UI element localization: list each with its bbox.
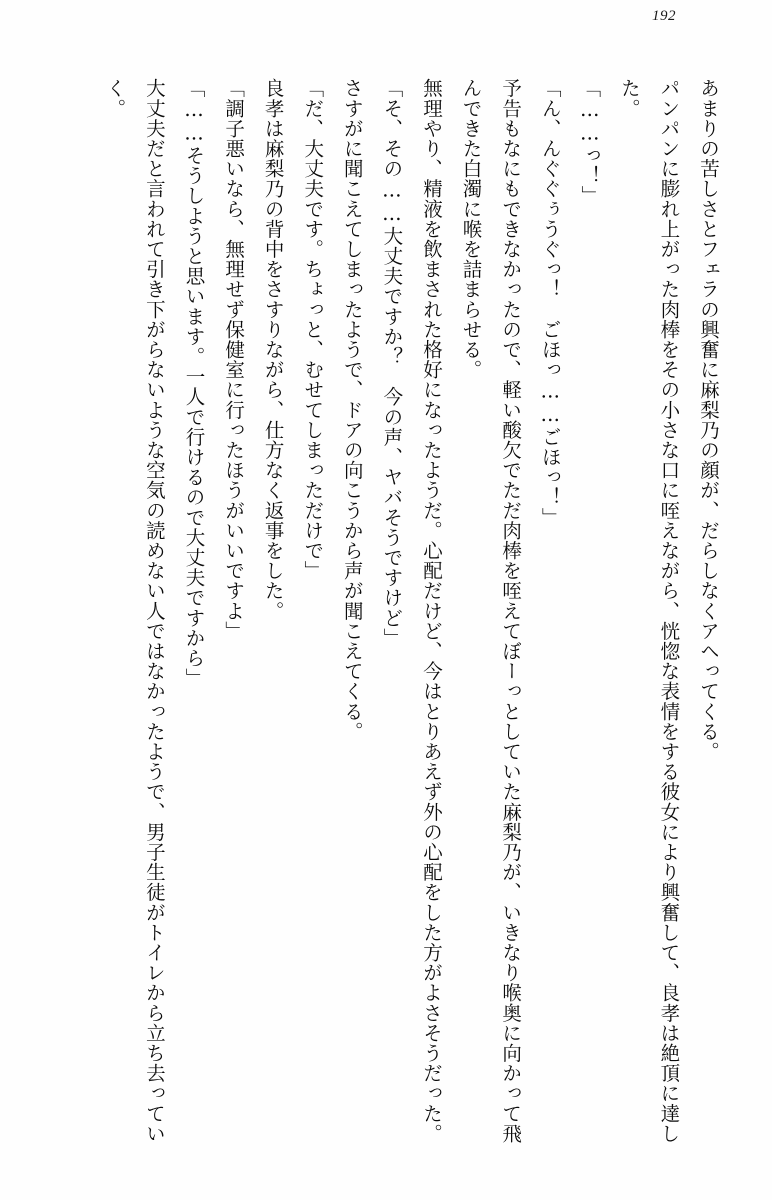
paragraph: 無理やり、精液を飲まされた格好になったようだ。心配だけど、今はとりあえず外の心配をした方がよさそうだった。 [419, 78, 443, 1144]
paragraph: パンパンに膨れ上がった肉棒をその小さな口に咥えながら、恍惚な表情をする彼女により興奮して、良孝は絶頂に達した。 [617, 78, 681, 1144]
paragraph: 「だ、大丈夫です。ちょっと、むせてしまっただけで」 [301, 78, 325, 581]
page-number: 192 [652, 8, 676, 24]
paragraph: 良孝は麻梨乃の背中をさすりながら、仕方なく返事をした。 [261, 78, 285, 621]
vertical-text-body [40, 78, 728, 1153]
paragraph: さすがに聞こえてしまったようで、ドアの向こうから声が聞こえてくる。 [340, 78, 364, 742]
paragraph: あまりの苦しさとフェラの興奮に麻梨乃の顔が、だらしなくアヘってくる。 [697, 78, 720, 762]
paragraph: 「……っ！」 [578, 78, 602, 206]
paragraph: 「……そうしようと思います。一人で行けるので大丈夫ですから」 [182, 78, 206, 688]
paragraph: 「調子悪いなら、無理せず保健室に行ったほうがいいですよ」 [222, 78, 246, 641]
paragraph: 大丈夫だと言われて引き下がらないような空気の読めない人ではなかったようで、男子生徒がトイレから立ち去っていく。 [103, 78, 166, 1144]
paragraph: 「そ、その……大丈夫ですか？ 今の声、ヤバそうですけど」 [380, 78, 404, 648]
paragraph: 予告もなにもできなかったので、軽い酸欠でただ肉棒を咥えてぼーっとしていた麻梨乃が、いきなり喉奥に向かって飛んできた白濁に喉を詰まらせる。 [459, 78, 523, 1144]
paragraph: 「ん、んぐぐぅうぐっ！ ごほっ……ごほっ！」 [538, 78, 562, 528]
